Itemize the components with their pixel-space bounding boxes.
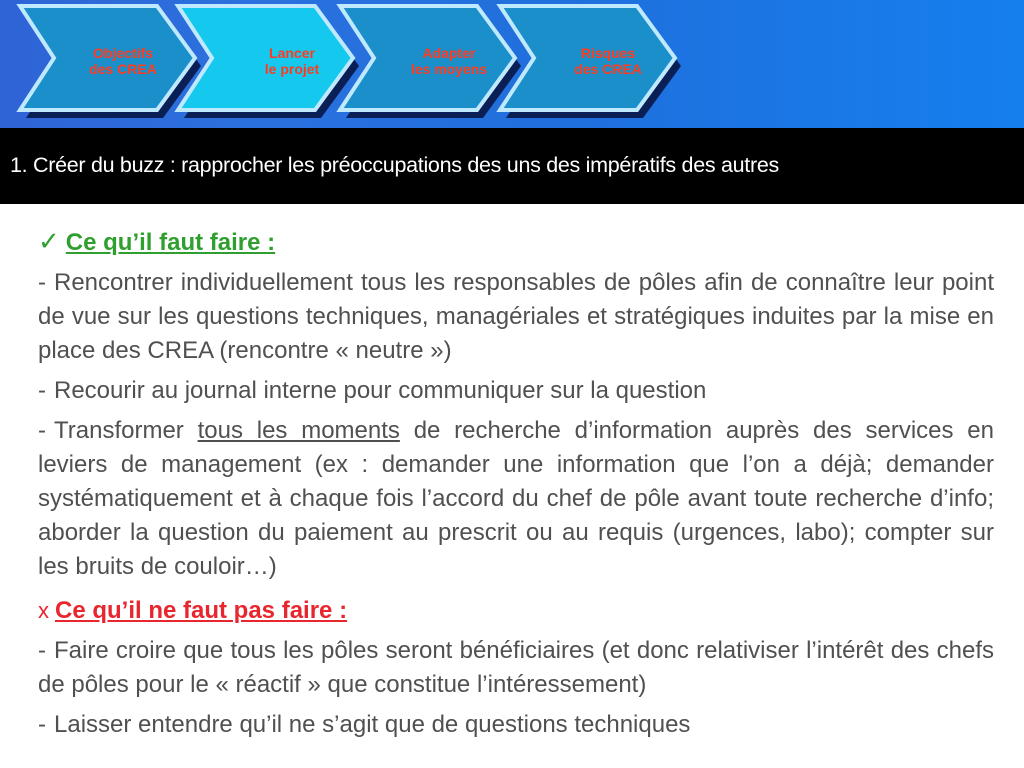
item-text: Rencontrer individuellement tous les responsables de pôles afin de connaître leur point de vue sur les questions techniques, managériales et stratégiques induites par la mise en place des CREA (rencontre « neutre ») [38,269,994,364]
dash-marker: - [38,417,46,444]
check-icon: ✓ [38,226,60,256]
dont-heading: Ce qu’il ne faut pas faire : [55,597,348,624]
item-text: Faire croire que tous les pôles seront bénéficiaires (et donc relativiser l’intérêt des chefs de pôles pour le « réactif » que constitue l’intéressement) [38,637,994,698]
list-item [38,266,994,368]
do-heading-row [38,224,994,260]
dash-marker: - [38,377,46,404]
header-banner [0,0,1024,128]
item-text: Laisser entendre qu’il ne s’agit que de questions techniques [54,711,691,738]
list-item [38,414,994,584]
item-text-post: de recherche d’information auprès des services en leviers de management (ex : demander une information que l’on a déjà; demander systématiquement et à chaque fois l’accord du chef de pôle avant toute recherche d’info; aborder la question du paiement au prescrit ou au requis (urgences, labo); compter sur les bruits de couloir…) [38,417,995,580]
step-label-risques: Risques des CREA [574,45,642,77]
dash-marker: - [38,637,46,664]
item-text-underlined: tous les moments [197,417,400,444]
list-item [38,374,994,408]
x-icon: x [38,598,49,623]
page-title: 1. Créer du buzz : rapprocher les préoccupations des uns des impératifs des autres [10,153,779,177]
slide-content [38,224,994,748]
item-text: Recourir au journal interne pour communiquer sur la question [54,377,707,404]
step-label-lancer: Lancer le projet [264,45,320,77]
dash-marker: - [38,711,46,738]
dash-marker: - [38,269,46,296]
list-item [38,708,994,742]
step-label-adapter: Adapter les moyens [410,45,488,77]
item-text-pre: Transformer [54,417,198,444]
list-item [38,634,994,702]
step-label-objectifs: Objectifs des CREA [89,45,157,77]
dont-heading-row [38,594,994,628]
do-heading: Ce qu’il faut faire : [65,229,276,256]
